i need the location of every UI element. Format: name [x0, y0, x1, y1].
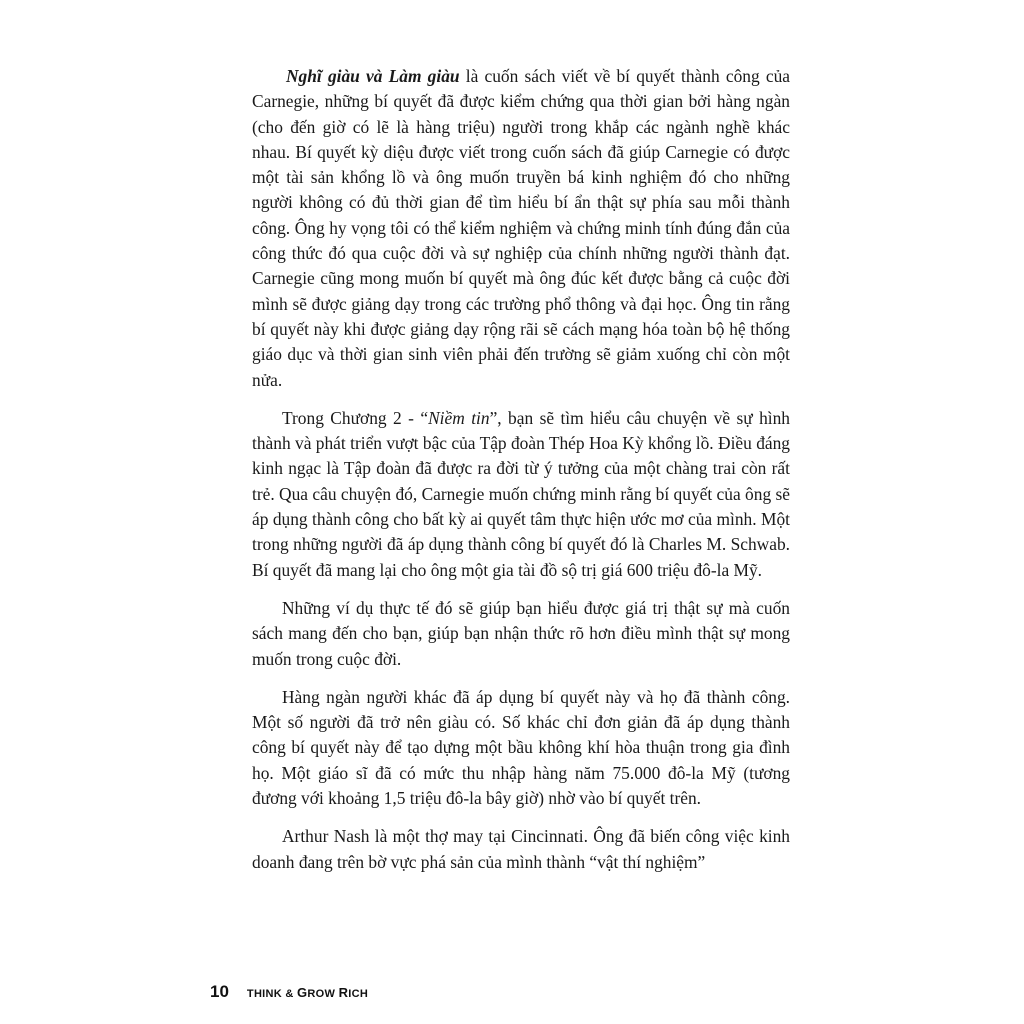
running-title	[247, 985, 368, 1000]
page-number: 10	[210, 982, 229, 1001]
running-title-part1: THINK	[246, 988, 283, 1000]
paragraph-4: Hàng ngàn người khác đã áp dụng bí quyết này và họ đã thành công. Một số người đã trở nên giàu có. Số khác chỉ đơn giản đã áp dụng thành công bí quyết này để tạo dựng một bầu không khí hòa thuận trong gia đình họ. Một giáo sĩ đã có mức thu nhập hàng năm 75.000 đô-la Mỹ (tương đương với khoảng 1,5 triệu đô-la bây giờ) nhờ vào bí quyết trên.	[252, 686, 790, 809]
running-title-amp: &	[285, 988, 294, 1000]
running-title-g: G	[297, 985, 308, 1000]
paragraph-2	[252, 406, 790, 583]
paragraph-1-text: là cuốn sách viết về bí quyết thành công của Carnegie, những bí quyết đã được kiểm chứng qua thời gian bởi hàng ngàn (cho đến giờ có lẽ là hàng triệu) người trong khắp các ngành nghề khác nhau. Bí quyết kỳ diệu được viết trong cuốn sách đã giúp Carnegie có được một tài sản khổng lồ và ông muốn truyền bá kinh nghiệm đó cho những người không có đủ thời gian để tìm hiểu bí ẩn thật sự phía sau mỗi thành công. Ông hy vọng tôi có thể kiểm nghiệm và chứng minh tính đúng đắn của công thức đó qua cuộc đời và sự nghiệp của chính những người thành đạt. Carnegie cũng mong muốn bí quyết mà ông đúc kết được bằng cả cuộc đời mình sẽ được giảng dạy trong các trường phổ thông và đại học. Ông tin rằng bí quyết này khi được giảng dạy rộng rãi sẽ cách mạng hóa toàn bộ hệ thống giáo dục và thời gian sinh viên phải đến trường sẽ giảm xuống chỉ còn một nửa.	[252, 66, 790, 390]
body-text	[252, 64, 790, 875]
paragraph-2-before: Trong Chương 2 - “	[282, 407, 429, 428]
paragraph-5: Arthur Nash là một thợ may tại Cincinnati. Ông đã biến công việc kinh doanh đang trên bờ vực phá sản của mình thành “vật thí nghiệm”	[252, 826, 790, 872]
paragraph-1	[252, 64, 790, 393]
running-title-part3: ICH	[348, 988, 369, 1000]
running-title-r: R	[338, 985, 349, 1000]
chapter-name-italic: Niềm tin	[428, 407, 490, 428]
running-title-part2: ROW	[307, 988, 336, 1000]
paragraph-2-after: ”, bạn sẽ tìm hiểu câu chuyện về sự hình thành và phát triển vượt bậc của Tập đoàn Thép Hoa Kỳ khổng lồ. Điều đáng kinh ngạc là Tập đoàn đã được ra đời từ ý tưởng của một chàng trai còn rất trẻ. Qua câu chuyện đó, Carnegie muốn chứng minh rằng bí quyết của ông sẽ áp dụng thành công cho bất kỳ ai quyết tâm thực hiện ước mơ của mình. Một trong những người đã áp dụng thành công bí quyết đó là Charles M. Schwab. Bí quyết đã mang lại cho ông một gia tài đồ sộ trị giá 600 triệu đô-la Mỹ.	[252, 407, 790, 580]
book-title-italic: Nghĩ giàu và Làm giàu	[286, 66, 460, 86]
page-footer	[210, 982, 368, 1006]
paragraph-3: Những ví dụ thực tế đó sẽ giúp bạn hiểu được giá trị thật sự mà cuốn sách mang đến cho bạn, giúp bạn nhận thức rõ hơn điều mình thật sự mong muốn trong cuộc đời.	[252, 597, 790, 669]
